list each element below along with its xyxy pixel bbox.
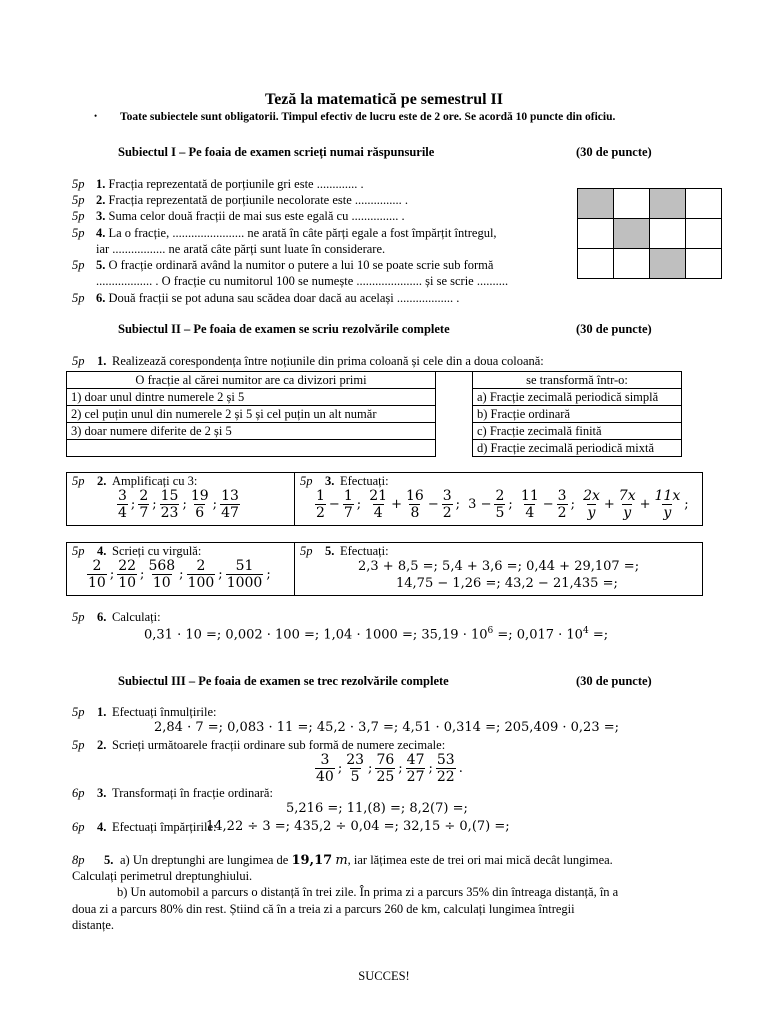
numerator: 47 bbox=[406, 752, 425, 768]
fraction bbox=[368, 488, 388, 521]
item-number: 5. bbox=[96, 258, 109, 272]
denominator: 2 bbox=[557, 505, 567, 521]
numerator: 2 bbox=[139, 488, 149, 504]
operator: + bbox=[391, 497, 402, 512]
right-header: se transformă într-o: bbox=[473, 372, 682, 389]
q2-3-text: Efectuați: bbox=[340, 474, 389, 488]
q2-1-text: Realizează corespondența între noțiunile din prima coloană și cele din a doua coloană: bbox=[112, 354, 544, 368]
q2-4-text: Scrieți cu virgulă: bbox=[112, 544, 202, 558]
fraction bbox=[618, 488, 637, 521]
fraction bbox=[160, 488, 180, 521]
numerator: 23 bbox=[346, 752, 365, 768]
fraction bbox=[654, 488, 682, 521]
denominator: 4 bbox=[118, 505, 127, 521]
item-number: 3. bbox=[96, 209, 109, 223]
section-2-heading: Subiectul II – Pe foaia de examen se scriu rezolvările complete bbox=[118, 322, 450, 336]
numerator: 2 bbox=[196, 558, 206, 574]
exponent: 6 bbox=[487, 626, 494, 636]
q3-5-a-line-2: Calculați perimetrul dreptunghiului. bbox=[72, 869, 253, 883]
q2-4-points: 5p bbox=[72, 544, 85, 558]
numerator: 3 bbox=[118, 488, 127, 504]
fraction bbox=[405, 488, 425, 521]
q3-5-a-line-1 bbox=[120, 853, 613, 868]
left-item bbox=[67, 440, 436, 457]
numerator: 53 bbox=[436, 752, 455, 768]
fraction bbox=[187, 558, 216, 591]
operator: ; bbox=[140, 567, 145, 582]
q2-3-expressions bbox=[314, 488, 691, 521]
section-1-item bbox=[72, 242, 385, 257]
section-3-points: (30 de puncte) bbox=[576, 674, 652, 688]
operator: 3 − bbox=[468, 497, 492, 512]
item-text: Fracția reprezentată de porțiunile necolorate este ............... . bbox=[108, 193, 409, 207]
q2-4-fractions bbox=[86, 558, 273, 591]
numerator: 11x bbox=[654, 488, 681, 504]
denominator: 22 bbox=[436, 769, 455, 785]
item-number: 4. bbox=[96, 226, 109, 240]
q2-5-line-1: 2,3 + 8,5 =; 5,4 + 3,6 =; 0,44 + 29,107 =; bbox=[358, 559, 640, 574]
denominator: 10 bbox=[152, 575, 171, 591]
q2-3-number: 3. bbox=[325, 474, 335, 488]
denominator: 8 bbox=[410, 505, 420, 521]
right-item: b) Fracție ordinară bbox=[473, 406, 682, 423]
grid-cell bbox=[686, 219, 722, 249]
operator: . bbox=[458, 761, 463, 776]
item-points: 5p bbox=[72, 258, 85, 272]
denominator: 6 bbox=[195, 505, 205, 521]
operator: ; bbox=[266, 567, 271, 582]
left-item: 3) doar numere diferite de 2 și 5 bbox=[67, 423, 436, 440]
spacer-cell bbox=[436, 372, 473, 457]
denominator: 25 bbox=[376, 769, 395, 785]
fraction bbox=[582, 488, 601, 521]
denominator: y bbox=[623, 505, 632, 521]
section-3-heading: Subiectul III – Pe foaia de examen se trec rezolvările complete bbox=[118, 674, 449, 688]
q3-1-number: 1. bbox=[97, 705, 107, 719]
denominator: y bbox=[663, 505, 672, 521]
operator: ; bbox=[455, 497, 465, 512]
fraction bbox=[406, 752, 426, 785]
q2-5-line-2: 14,75 − 1,26 =; 43,2 − 21,435 =; bbox=[396, 576, 618, 591]
q2-6-text: Calculați: bbox=[112, 610, 161, 624]
item-points: 5p bbox=[72, 226, 85, 240]
item-text: Două fracții se pot aduna sau scădea doar dacă au același .................. . bbox=[108, 291, 460, 305]
q3-5-b-line-1: b) Un automobil a parcurs o distanță în trei zile. În prima zi a parcurs 35% din întreaga distanță, în a bbox=[117, 885, 619, 899]
q3-1-expression: 2,84 · 7 =; 0,083 · 11 =; 45,2 · 3,7 =; 4,51 · 0,314 =; 205,409 · 0,23 =; bbox=[154, 720, 619, 735]
fraction bbox=[87, 558, 107, 591]
numerator: 1 bbox=[316, 488, 325, 504]
q2-6-part: =; 0,017 · 10 bbox=[493, 627, 583, 643]
numerator: 568 bbox=[148, 558, 176, 574]
operator: ; bbox=[684, 497, 689, 512]
fraction bbox=[315, 488, 326, 521]
q2-5-points: 5p bbox=[300, 544, 313, 558]
q2-5-number: 5. bbox=[325, 544, 335, 558]
fraction bbox=[117, 558, 137, 591]
numerator: 7x bbox=[618, 488, 636, 504]
item-points: 5p bbox=[72, 209, 85, 223]
q3-1-text: Efectuați înmulțirile: bbox=[112, 705, 217, 719]
fraction bbox=[557, 488, 568, 521]
fraction bbox=[190, 488, 210, 521]
denominator: y bbox=[587, 505, 596, 521]
operator: − bbox=[542, 497, 554, 512]
denominator: 23 bbox=[160, 505, 179, 521]
fraction bbox=[436, 752, 456, 785]
denominator: 4 bbox=[525, 505, 535, 521]
item-number: 1. bbox=[96, 177, 109, 191]
text-part: , iar lățimea este de trei ori mai mică decât lungimea. bbox=[347, 853, 613, 867]
operator: ; bbox=[182, 497, 187, 512]
q2-3-points: 5p bbox=[300, 474, 313, 488]
right-item: a) Fracție zecimală periodică simplă bbox=[473, 389, 682, 406]
section-1-item bbox=[72, 177, 364, 192]
denominator: 2 bbox=[316, 505, 325, 521]
grid-cell bbox=[614, 189, 650, 219]
denominator: 5 bbox=[495, 505, 505, 521]
numerator: 3 bbox=[557, 488, 567, 504]
q2-5-text: Efectuați: bbox=[340, 544, 389, 558]
numerator: 16 bbox=[406, 488, 424, 504]
denominator: 2 bbox=[442, 505, 452, 521]
fraction bbox=[147, 558, 176, 591]
numerator: 11 bbox=[520, 488, 539, 504]
denominator: 5 bbox=[350, 769, 360, 785]
section-1-item bbox=[72, 258, 493, 273]
numerator: 2 bbox=[92, 558, 102, 574]
item-number: 6. bbox=[96, 291, 109, 305]
footer-text: SUCCES! bbox=[358, 969, 410, 983]
item-text: Suma celor două fracții de mai sus este egală cu ............... . bbox=[108, 209, 405, 223]
section-1-item bbox=[72, 193, 408, 208]
q3-4-points: 6p bbox=[72, 820, 85, 834]
q3-5-b-line-2: doua zi a parcurs 80% din rest. Știind că în a treia zi a parcurs 260 de km, calculați lungimea întregii bbox=[72, 902, 575, 916]
q3-2-text: Scrieți următoarele fracții ordinare sub formă de numere zecimale: bbox=[112, 738, 446, 752]
numerator: 15 bbox=[160, 488, 179, 504]
denominator: 4 bbox=[373, 505, 383, 521]
q2-2-points: 5p bbox=[72, 474, 85, 488]
operator: ; bbox=[356, 497, 366, 512]
q3-5-number: 5. bbox=[104, 853, 114, 867]
q3-4-expression: 14,22 ÷ 3 =; 435,2 ÷ 0,04 =; 32,15 ÷ 0,(7) =; bbox=[206, 819, 510, 834]
item-points: 5p bbox=[72, 193, 85, 207]
grid-cell bbox=[686, 249, 722, 279]
fraction bbox=[442, 488, 453, 521]
grid-cell-shaded bbox=[650, 189, 686, 219]
right-item: d) Fracție zecimală periodică mixtă bbox=[473, 440, 682, 457]
q3-4-text: Efectuați împărțirile: bbox=[112, 820, 217, 834]
q2-1-number: 1. bbox=[97, 354, 107, 368]
q2-6-expression bbox=[144, 626, 608, 642]
denominator: 10 bbox=[88, 575, 106, 591]
fraction bbox=[375, 752, 395, 785]
q3-3-expression: 5,216 =; 11,(8) =; 8,2(7) =; bbox=[286, 801, 468, 816]
fraction bbox=[220, 488, 240, 521]
fraction bbox=[520, 488, 540, 521]
q2-6-number: 6. bbox=[97, 610, 107, 624]
q2-2-fractions bbox=[116, 488, 241, 521]
q3-5-b-line-3: distanțe. bbox=[72, 918, 115, 932]
text-part: a) Un dreptunghi are lungimea de bbox=[120, 853, 292, 867]
q3-3-text: Transformați în fracție ordinară: bbox=[112, 786, 273, 800]
fraction-grid bbox=[577, 188, 722, 279]
q2-2-number: 2. bbox=[97, 474, 107, 488]
operator: + bbox=[603, 497, 615, 512]
item-number: 2. bbox=[96, 193, 109, 207]
grid-cell bbox=[650, 219, 686, 249]
operator: ; bbox=[428, 761, 433, 776]
grid-cell bbox=[578, 219, 614, 249]
numerator: 22 bbox=[118, 558, 137, 574]
q2-4-number: 4. bbox=[97, 544, 107, 558]
fraction bbox=[345, 752, 365, 785]
q2-6-points: 5p bbox=[72, 610, 85, 624]
section-1-item bbox=[72, 291, 459, 306]
operator: − bbox=[328, 497, 340, 512]
left-item: 1) doar unul dintre numerele 2 și 5 bbox=[67, 389, 436, 406]
q3-4-number: 4. bbox=[97, 820, 107, 834]
fraction bbox=[494, 488, 505, 521]
item-text: La o fracție, ....................... ne arată în câte părți egale a fost împărțit întregul, bbox=[108, 226, 497, 240]
grid-cell-shaded bbox=[578, 189, 614, 219]
fraction bbox=[226, 558, 264, 591]
section-2-points: (30 de puncte) bbox=[576, 322, 652, 336]
numerator: 21 bbox=[369, 488, 388, 504]
denominator: 40 bbox=[316, 769, 334, 785]
right-item: c) Fracție zecimală finită bbox=[473, 423, 682, 440]
left-header: O fracție al cărei numitor are ca divizori primi bbox=[67, 372, 436, 389]
item-text: Fracția reprezentată de porțiunile gri este ............. . bbox=[108, 177, 364, 191]
denominator: 27 bbox=[406, 769, 425, 785]
q3-1-points: 5p bbox=[72, 705, 85, 719]
item-points: 5p bbox=[72, 177, 85, 191]
operator: ; bbox=[337, 761, 343, 776]
operator: ; bbox=[218, 567, 223, 582]
fraction bbox=[117, 488, 128, 521]
q3-2-points: 5p bbox=[72, 738, 85, 752]
numerator: 2x bbox=[583, 488, 600, 504]
operator: ; bbox=[212, 497, 218, 512]
section-1-item bbox=[72, 209, 405, 224]
operator: + bbox=[639, 497, 651, 512]
matching-table bbox=[66, 371, 682, 457]
section-1-item bbox=[72, 226, 497, 241]
length-value: 19,17 bbox=[291, 853, 333, 868]
q3-2-fractions bbox=[314, 752, 465, 785]
q2-2-text: Amplificați cu 3: bbox=[112, 474, 198, 488]
numerator: 2 bbox=[495, 488, 505, 504]
operator: ; bbox=[179, 567, 184, 582]
q3-5-points: 8p bbox=[72, 853, 85, 867]
numerator: 1 bbox=[343, 488, 353, 504]
operator: ; bbox=[130, 497, 136, 512]
q3-3-points: 6p bbox=[72, 786, 85, 800]
numerator: 3 bbox=[442, 488, 452, 504]
fraction bbox=[315, 752, 335, 785]
item-text: .................. . O fracție cu numitorul 100 se numește ..................... și se scrie .......... bbox=[96, 274, 509, 288]
fraction bbox=[343, 488, 354, 521]
numerator: 76 bbox=[376, 752, 395, 768]
box-divider bbox=[294, 542, 295, 595]
operator: − bbox=[427, 497, 439, 512]
denominator: 47 bbox=[221, 505, 239, 521]
numerator: 19 bbox=[190, 488, 209, 504]
numerator: 13 bbox=[221, 488, 239, 504]
denominator: 7 bbox=[343, 505, 353, 521]
item-text: O fracție ordinară având la numitor o putere a lui 10 se poate scrie sub formă bbox=[108, 258, 494, 272]
q3-3-number: 3. bbox=[97, 786, 107, 800]
grid-cell-shaded bbox=[614, 219, 650, 249]
operator: ; bbox=[109, 567, 115, 582]
section-1-heading: Subiectul I – Pe foaia de examen scrieți numai răspunsurile bbox=[118, 145, 435, 159]
item-points: 5p bbox=[72, 291, 85, 305]
item-text: iar ................. ne arată câte părți sunt luate în considerare. bbox=[96, 242, 386, 256]
length-unit: m bbox=[335, 853, 348, 868]
grid-cell-shaded bbox=[650, 249, 686, 279]
bullet: • bbox=[94, 111, 98, 121]
operator: ; bbox=[368, 761, 373, 776]
q2-6-part: 0,31 · 10 =; 0,002 · 100 =; 1,04 · 1000 =; 35,19 · 10 bbox=[144, 627, 488, 643]
denominator: 1000 bbox=[226, 575, 263, 591]
denominator: 10 bbox=[118, 575, 137, 591]
fraction bbox=[138, 488, 149, 521]
left-item: 2) cel puțin unul din numerele 2 și 5 și cel puțin un alt număr bbox=[67, 406, 436, 423]
numerator: 3 bbox=[320, 752, 330, 768]
q2-6-part: =; bbox=[588, 627, 609, 643]
exam-note: Toate subiectele sunt obligatorii. Timpul efectiv de lucru este de 2 ore. Se acordă 10 puncte din oficiu. bbox=[120, 111, 616, 123]
operator: ; bbox=[398, 761, 403, 776]
grid-cell bbox=[686, 189, 722, 219]
grid-cell bbox=[614, 249, 650, 279]
denominator: 7 bbox=[139, 505, 149, 521]
section-1-points: (30 de puncte) bbox=[576, 145, 652, 159]
box-divider bbox=[294, 472, 295, 525]
denominator: 100 bbox=[187, 575, 215, 591]
q3-2-number: 2. bbox=[97, 738, 107, 752]
numerator: 51 bbox=[235, 558, 254, 574]
exponent: 4 bbox=[582, 626, 589, 636]
operator: ; bbox=[508, 497, 517, 512]
operator: ; bbox=[570, 497, 580, 512]
grid-cell bbox=[578, 249, 614, 279]
q2-1-points: 5p bbox=[72, 354, 85, 368]
page-title: Teză la matematică pe semestrul II bbox=[264, 91, 504, 108]
section-1-item bbox=[72, 274, 508, 289]
operator: ; bbox=[152, 497, 157, 512]
